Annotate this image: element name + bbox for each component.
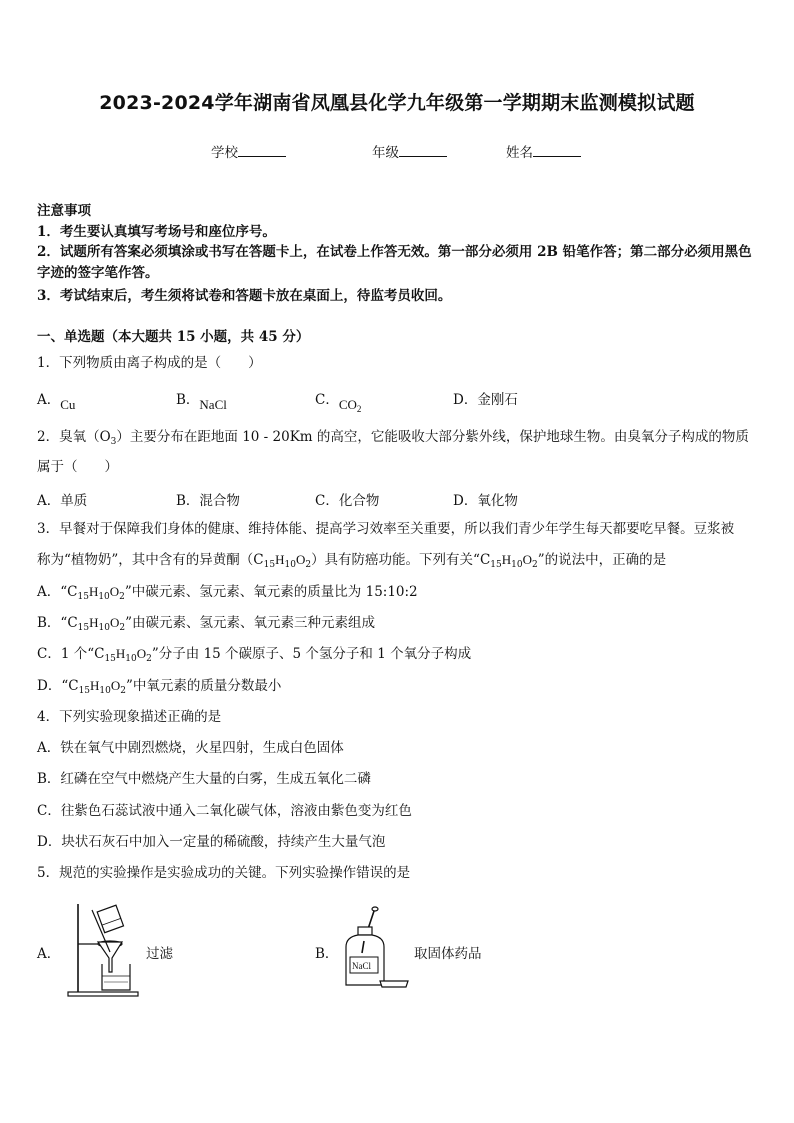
q4-stem: 4．下列实验现象描述正确的是 [37,709,222,725]
note-item-3: 3．考试结束后，考生须将试卷和答题卡放在桌面上，待监考员收回。 [37,288,452,304]
q1-option-a: A．Cu [37,392,76,412]
q3-stem: 3．早餐对于保障我们身体的健康、维持体能、提高学习效率至关重要，所以我们青少年学生每天都要吃早餐。豆浆被 [37,521,735,537]
q3-option-c: C．1 个“$C_{15}H_{10}O_2$”分子由 15 个碳原子、5 个氢分子和 1 个氧分子构成 [37,646,472,664]
q3-option-a: A．“$C_{15}H_{10}O_2$”中碳元素、氢元素、氧元素的质量比为 15:10:2 [37,584,418,602]
q1-option-c: C．$CO_2$ [315,392,362,414]
bottle-label: NaCl [352,961,371,971]
school-label: 学校 [211,145,238,161]
q2-option-b: B．混合物 [176,493,240,509]
q2-option-c: C．化合物 [315,493,380,509]
q2-stem-cont: 属于（ ） [37,459,118,475]
q1-stem: 1．下列物质由离子构成的是（ ） [37,355,262,371]
q3-option-b: B．“$C_{15}H_{10}O_2$”由碳元素、氢元素、氧元素三种元素组成 [37,615,375,633]
name-label: 姓名 [506,145,533,161]
name-blank [533,144,581,157]
q2-option-a: A．单质 [37,493,88,509]
q1-option-d: D．金刚石 [453,392,518,408]
q3-option-d: D．“$C_{15}H_{10}O_2$”中氧元素的质量分数最小 [37,678,282,696]
q5-option-b-label: B． [315,946,339,962]
q2-option-d: D．氧化物 [453,493,518,509]
school-blank [238,144,286,157]
notes-heading: 注意事项 [37,203,91,219]
grade-field [372,141,447,161]
page-title: 2023-2024学年湖南省凤凰县化学九年级第一学期期末监测模拟试题 [99,92,695,114]
q3-stem-cont: 称为“植物奶”，其中含有的异黄酮$(C_{15}H_{10}O_2)$具有防癌功能。下列有关“$C_{15}H_{10}O_2$”的说法中，正确的是 [37,552,667,570]
q4-option-a: A．铁在氧气中剧烈燃烧，火星四射，生成白色固体 [37,740,344,756]
q5-option-a-label: A． [37,946,61,962]
note-item-1: 1．考生要认真填写考场号和座位序号。 [37,224,276,240]
q5-stem: 5．规范的实验操作是实验成功的关键。下列实验操作错误的是 [37,865,411,881]
grade-label: 年级 [372,145,399,161]
q4-option-b: B．红磷在空气中燃烧产生大量的白雾，生成五氧化二磷 [37,771,371,787]
q5-option-b-caption: 取固体药品 [414,946,482,962]
note-item-2: 2．试题所有答案必须填涂或书写在答题卡上，在试卷上作答无效。第一部分必须用 2B 铅笔作答；第二部分必须用黑色字迹的签字笔作答。 [37,244,752,281]
q1-option-b: B．NaCl [176,392,227,412]
section-heading: 一、单选题（本大题共 15 小题，共 45 分） [37,329,310,345]
filtration-apparatus-figure [66,902,142,998]
q4-option-c: C．往紫色石蕊试液中通入二氧化碳气体，溶液由紫色变为红色 [37,803,412,819]
q5-option-a-caption: 过滤 [146,946,173,962]
q2-stem: 2．臭氧$(O_3)$主要分布在距地面 10 - 20Km 的高空，它能吸收大部分紫外线，保护地球生物。由臭氧分子构成的物质 [37,429,749,447]
solid-reagent-figure [340,905,412,991]
q4-option-d: D．块状石灰石中加入一定量的稀硫酸，持续产生大量气泡 [37,834,386,850]
grade-blank [399,144,447,157]
name-field [506,141,581,161]
school-field [211,141,286,161]
